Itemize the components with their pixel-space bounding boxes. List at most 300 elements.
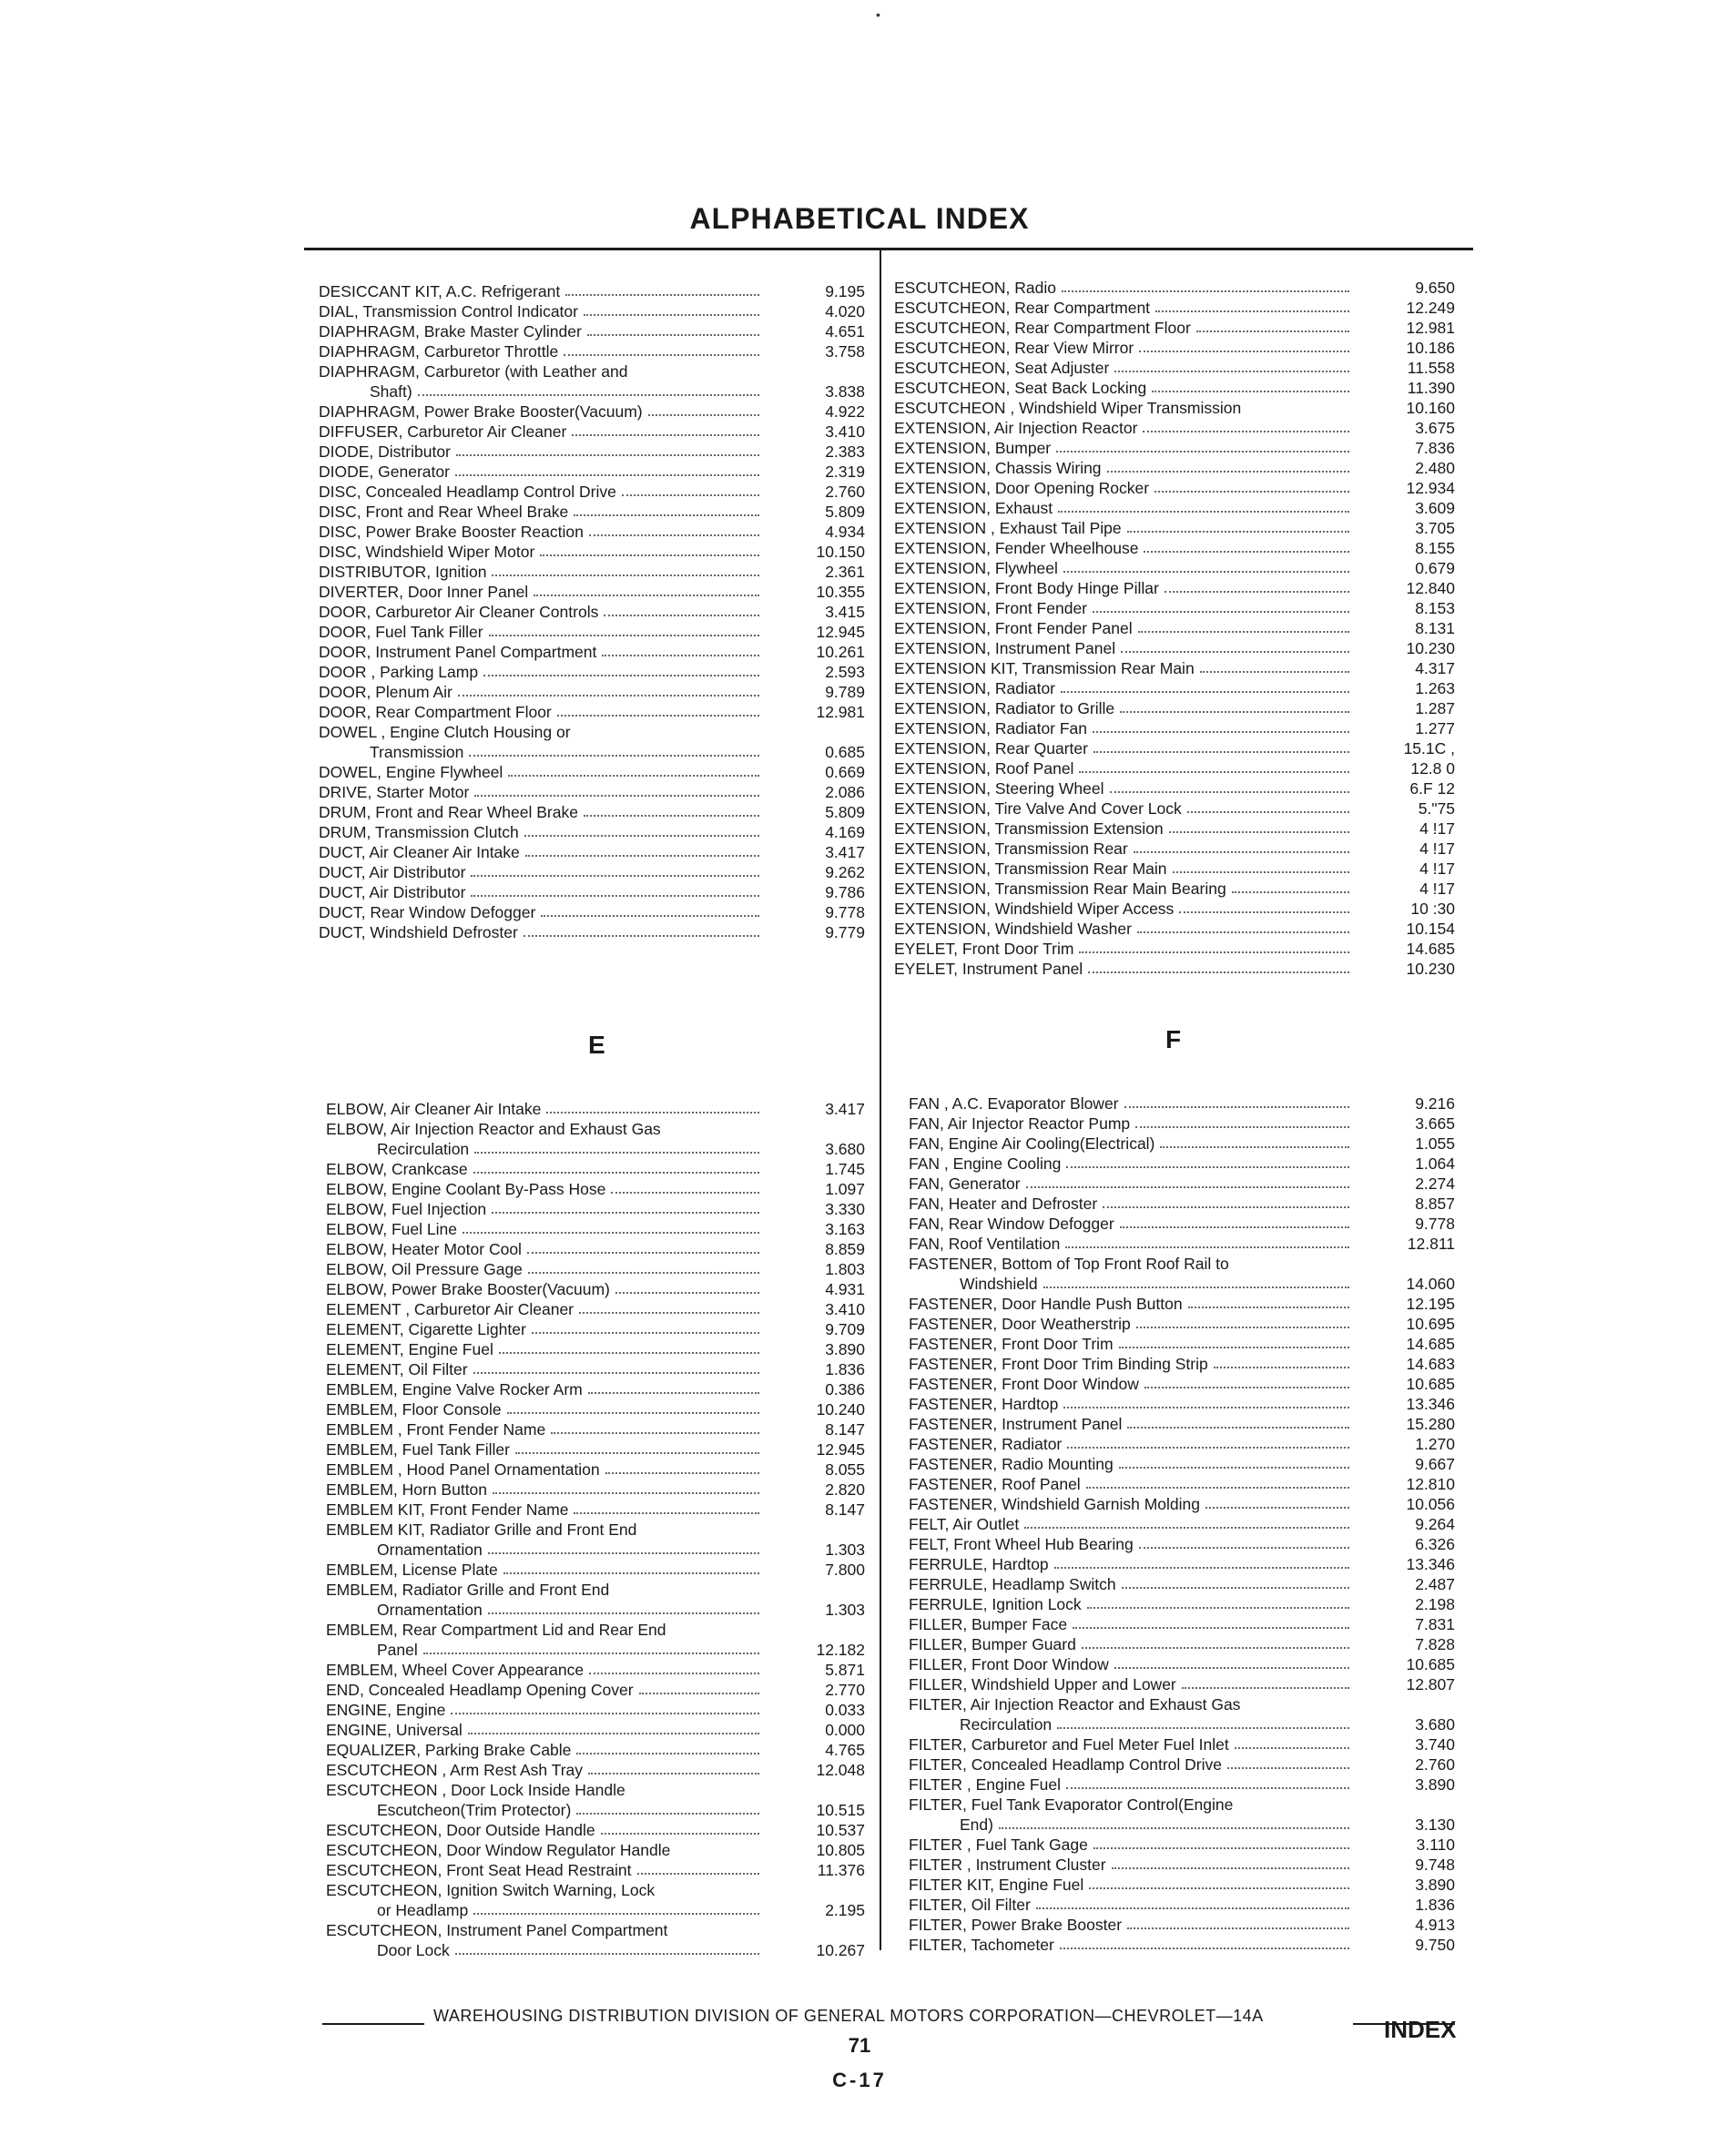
entry-part-name: EMBLEM, Engine Valve Rocker Arm: [326, 1380, 583, 1398]
entry-part-name: EMBLEM , Front Fender Name: [326, 1420, 546, 1439]
entry-part-name: Recirculation: [377, 1140, 470, 1158]
entry-page-value: 0.000: [825, 1721, 865, 1739]
entry-leader-dots: [1056, 451, 1349, 453]
index-entry: [894, 617, 1455, 637]
entry-page-value: 3.680: [1415, 1715, 1455, 1734]
entry-part-name: FILLER, Windshield Upper and Lower: [909, 1675, 1176, 1693]
entry-part-name: EMBLEM, Floor Console: [326, 1400, 502, 1419]
index-entry: [909, 1513, 1455, 1533]
entry-page-value: 12.8 0: [1410, 759, 1455, 778]
index-entry: [319, 561, 865, 581]
entry-part-name: DOOR, Fuel Tank Filler: [319, 623, 483, 641]
entry-part-name: EXTENSION, Door Opening Rocker: [894, 479, 1150, 497]
entry-leader-dots: [1026, 1186, 1349, 1188]
entry-part-name: or Headlamp: [377, 1901, 469, 1919]
entry-leader-dots: [1060, 1948, 1349, 1949]
entry-page-value: 3.110: [1416, 1836, 1455, 1854]
entry-part-name: DUCT, Air Distributor: [319, 863, 466, 881]
index-entry: [326, 1499, 865, 1519]
entry-leader-dots: [551, 1432, 759, 1434]
entry-part-name: ELEMENT, Cigarette Lighter: [326, 1320, 526, 1338]
entry-part-name: EMBLEM, Horn Button: [326, 1480, 488, 1499]
index-entry: [894, 517, 1455, 537]
column-divider: [880, 248, 881, 1950]
entry-leader-dots: [648, 414, 759, 416]
entry-part-name: DISC, Windshield Wiper Motor: [319, 543, 535, 561]
entry-page-value: 3.680: [825, 1140, 865, 1158]
entry-part-name: DIAPHRAGM, Carburetor (with Leather and: [319, 362, 628, 381]
index-entry: [319, 801, 865, 821]
entry-page-value: 4 !17: [1419, 819, 1455, 838]
entry-leader-dots: [1119, 1467, 1349, 1469]
entry-leader-dots: [1067, 1447, 1349, 1449]
entry-part-name: EXTENSION, Rear Quarter: [894, 739, 1088, 758]
entry-page-value: 10.685: [1406, 1375, 1455, 1393]
index-entry: [909, 1693, 1455, 1714]
index-entry: [326, 1098, 865, 1118]
entry-leader-dots: [1122, 1587, 1349, 1589]
entry-leader-dots: [1214, 1367, 1349, 1368]
index-entry: [894, 657, 1455, 677]
entry-page-value: 6.326: [1415, 1535, 1455, 1553]
index-entry: [326, 1398, 865, 1419]
entry-page-value: 1.055: [1415, 1134, 1455, 1153]
entry-page-value: 3.705: [1415, 519, 1455, 537]
entry-leader-dots: [1082, 1647, 1349, 1649]
entry-page-value: 3.675: [1415, 419, 1455, 437]
index-entry: [894, 497, 1455, 517]
index-entry: [909, 1353, 1455, 1373]
entry-page-value: 3.838: [825, 382, 865, 401]
entry-leader-dots: [576, 1753, 759, 1754]
entry-leader-dots: [1114, 371, 1349, 372]
entry-leader-dots: [1139, 1547, 1349, 1549]
entry-leader-dots: [534, 595, 759, 596]
index-entry: [319, 381, 865, 401]
entry-leader-dots: [584, 815, 759, 817]
entry-leader-dots: [557, 715, 759, 717]
entry-page-value: 3.417: [825, 1100, 865, 1118]
index-entry: [326, 1318, 865, 1338]
index-entry: [326, 1759, 865, 1779]
entry-leader-dots: [473, 1913, 759, 1915]
entry-part-name: DOOR, Plenum Air: [319, 683, 453, 701]
index-column-top-left: [319, 280, 865, 941]
entry-page-value: 7.800: [825, 1561, 865, 1579]
entry-part-name: FASTENER, Windshield Garnish Molding: [909, 1495, 1200, 1513]
entry-part-name: Transmission: [370, 743, 464, 761]
entry-page-value: 2.760: [1415, 1755, 1455, 1774]
entry-page-value: 0.669: [825, 763, 865, 781]
index-entry: [326, 1559, 865, 1579]
index-entry: [326, 1298, 865, 1318]
entry-page-value: 4.765: [825, 1741, 865, 1759]
index-entry: [326, 1118, 865, 1138]
entry-part-name: EXTENSION , Exhaust Tail Pipe: [894, 519, 1122, 537]
entry-leader-dots: [1114, 1667, 1349, 1669]
entry-part-name: ELBOW, Crankcase: [326, 1160, 468, 1178]
entry-leader-dots: [1119, 1347, 1349, 1348]
entry-part-name: ELBOW, Fuel Injection: [326, 1200, 487, 1218]
index-entry: [319, 781, 865, 801]
title-rule: [304, 248, 1473, 250]
entry-leader-dots: [1088, 971, 1349, 973]
entry-leader-dots: [532, 1332, 759, 1334]
entry-part-name: EXTENSION KIT, Transmission Rear Main: [894, 659, 1195, 677]
entry-leader-dots: [1144, 1387, 1349, 1388]
entry-leader-dots: [1182, 1687, 1349, 1689]
entry-page-value: 14.683: [1406, 1355, 1455, 1373]
index-entry: [326, 1639, 865, 1659]
entry-page-value: 2.195: [825, 1901, 865, 1919]
index-entry: [909, 1133, 1455, 1153]
entry-part-name: EMBLEM, License Plate: [326, 1561, 498, 1579]
entry-page-value: 4.931: [825, 1280, 865, 1298]
entry-leader-dots: [1093, 731, 1349, 733]
index-entry: [319, 861, 865, 881]
entry-page-value: 4 !17: [1419, 839, 1455, 858]
entry-part-name: End): [960, 1815, 993, 1834]
index-entry: [894, 898, 1455, 918]
entry-leader-dots: [489, 635, 759, 636]
entry-part-name: DRIVE, Starter Motor: [319, 783, 470, 801]
index-entry: [319, 481, 865, 501]
index-entry: [326, 1378, 865, 1398]
index-entry: [326, 1879, 865, 1899]
index-entry: [326, 1158, 865, 1178]
entry-page-value: 11.558: [1407, 359, 1455, 377]
page-code: C-17: [832, 2069, 887, 2091]
index-entry: [909, 1633, 1455, 1653]
index-entry: [894, 798, 1455, 818]
entry-leader-dots: [488, 1612, 759, 1614]
entry-part-name: EXTENSION, Transmission Extension: [894, 819, 1164, 838]
index-entry: [894, 277, 1455, 297]
entry-page-value: 14.685: [1406, 1335, 1455, 1353]
entry-page-value: 10.150: [816, 543, 865, 561]
index-entry: [894, 437, 1455, 457]
entry-page-value: 8.147: [825, 1420, 865, 1439]
index-entry: [894, 357, 1455, 377]
entry-page-value: 12.981: [816, 703, 865, 721]
index-entry: [319, 841, 865, 861]
entry-page-value: 3.330: [825, 1200, 865, 1218]
entry-page-value: 11.376: [817, 1861, 865, 1879]
entry-page-value: 3.758: [825, 342, 865, 361]
index-entry: [326, 1799, 865, 1819]
entry-page-value: 12.195: [1406, 1295, 1455, 1313]
entry-leader-dots: [1066, 1166, 1349, 1168]
entry-leader-dots: [473, 1372, 759, 1374]
entry-page-value: 10.160: [1406, 399, 1455, 417]
index-entry: [909, 1433, 1455, 1453]
index-entry: [909, 1653, 1455, 1673]
index-entry: [909, 1894, 1455, 1914]
entry-page-value: 1.303: [825, 1541, 865, 1559]
entry-leader-dots: [601, 1833, 759, 1835]
entry-page-value: 0.685: [825, 743, 865, 761]
index-entry: [909, 1173, 1455, 1193]
index-entry: [319, 461, 865, 481]
entry-part-name: DOWEL , Engine Clutch Housing or: [319, 723, 571, 741]
entry-part-name: FELT, Front Wheel Hub Bearing: [909, 1535, 1134, 1553]
entry-part-name: EXTENSION, Front Fender: [894, 599, 1088, 617]
index-entry: [894, 637, 1455, 657]
entry-part-name: ELBOW, Power Brake Booster(Vacuum): [326, 1280, 610, 1298]
index-entry: [909, 1093, 1455, 1113]
entry-page-value: 5.871: [825, 1661, 865, 1679]
entry-leader-dots: [1143, 431, 1349, 432]
index-entry: [326, 1619, 865, 1639]
index-entry: [326, 1819, 865, 1839]
entry-page-value: 9.216: [1415, 1094, 1455, 1113]
entry-part-name: FASTENER, Bottom of Top Front Roof Rail to: [909, 1255, 1229, 1273]
entry-part-name: EMBLEM, Fuel Tank Filler: [326, 1440, 510, 1459]
entry-part-name: EXTENSION, Transmission Rear Main Bearing: [894, 880, 1226, 898]
index-entry: [319, 280, 865, 300]
index-entry: [319, 761, 865, 781]
entry-page-value: 8.857: [1415, 1195, 1455, 1213]
entry-page-value: 5."75: [1418, 799, 1455, 818]
index-entry: [909, 1393, 1455, 1413]
index-entry: [894, 297, 1455, 317]
entry-page-value: 12.807: [1406, 1675, 1455, 1693]
entry-page-value: 2.319: [825, 463, 865, 481]
page-title: ALPHABETICAL INDEX: [689, 202, 1030, 235]
index-entry: [909, 1413, 1455, 1433]
entry-page-value: 3.130: [1415, 1815, 1455, 1834]
entry-page-value: 4 !17: [1419, 859, 1455, 878]
entry-part-name: ELEMENT, Engine Fuel: [326, 1340, 493, 1358]
entry-leader-dots: [468, 1733, 759, 1734]
entry-leader-dots: [1179, 911, 1349, 913]
entry-leader-dots: [1155, 310, 1349, 312]
entry-part-name: Ornamentation: [377, 1541, 483, 1559]
entry-page-value: 10.355: [816, 583, 865, 601]
entry-page-value: 2.760: [825, 483, 865, 501]
entry-page-value: 11.390: [1407, 379, 1455, 397]
index-entry: [909, 1453, 1455, 1473]
entry-leader-dots: [1160, 1146, 1349, 1148]
entry-page-value: 1.803: [825, 1260, 865, 1278]
entry-leader-dots: [423, 1653, 759, 1654]
index-entry: [319, 821, 865, 841]
entry-page-value: 9.786: [825, 883, 865, 901]
entry-part-name: DOOR , Parking Lamp: [319, 663, 479, 681]
entry-part-name: ELBOW, Oil Pressure Gage: [326, 1260, 523, 1278]
entry-part-name: DIAPHRAGM, Power Brake Booster(Vacuum): [319, 402, 643, 421]
index-entry: [894, 878, 1455, 898]
index-entry: [909, 1253, 1455, 1273]
entry-part-name: FILLER, Bumper Guard: [909, 1635, 1076, 1653]
index-entry: [909, 1774, 1455, 1794]
entry-page-value: 4.020: [825, 302, 865, 320]
entry-part-name: END, Concealed Headlamp Opening Cover: [326, 1681, 634, 1699]
entry-part-name: ESCUTCHEON , Arm Rest Ash Tray: [326, 1761, 583, 1779]
entry-page-value: 8.859: [825, 1240, 865, 1258]
entry-part-name: EXTENSION, Bumper: [894, 439, 1052, 457]
entry-page-value: 7.836: [1415, 439, 1455, 457]
entry-page-value: 15.280: [1406, 1415, 1455, 1433]
entry-leader-dots: [1121, 651, 1349, 653]
entry-leader-dots: [1110, 791, 1350, 793]
entry-part-name: ESCUTCHEON, Rear Compartment: [894, 299, 1151, 317]
entry-page-value: 10.695: [1406, 1315, 1455, 1333]
entry-part-name: EXTENSION, Radiator Fan: [894, 719, 1088, 737]
entry-part-name: ESCUTCHEON , Windshield Wiper Transmission: [894, 399, 1242, 417]
index-entry: [894, 717, 1455, 737]
entry-page-value: 10 :30: [1410, 900, 1455, 918]
entry-part-name: ESCUTCHEON, Door Outside Handle: [326, 1821, 595, 1839]
entry-leader-dots: [572, 434, 759, 436]
index-entry: [326, 1358, 865, 1378]
entry-part-name: EMBLEM KIT, Radiator Grille and Front End: [326, 1520, 637, 1539]
entry-page-value: 7.828: [1415, 1635, 1455, 1653]
entry-page-value: 1.836: [1415, 1896, 1455, 1914]
index-entry: [319, 421, 865, 441]
entry-part-name: FERRULE, Hardtop: [909, 1555, 1049, 1573]
entry-leader-dots: [576, 1813, 759, 1815]
entry-part-name: EMBLEM KIT, Front Fender Name: [326, 1500, 569, 1519]
entry-page-value: 2.487: [1415, 1575, 1455, 1593]
entry-part-name: DUCT, Rear Window Defogger: [319, 903, 536, 921]
entry-part-name: DISC, Concealed Headlamp Control Drive: [319, 483, 616, 501]
index-entry: [909, 1553, 1455, 1573]
index-entry: [894, 557, 1455, 577]
entry-part-name: FILTER, Concealed Headlamp Control Drive: [909, 1755, 1222, 1774]
index-entry: [894, 577, 1455, 597]
entry-leader-dots: [1062, 290, 1349, 292]
entry-page-value: 8.153: [1415, 599, 1455, 617]
index-entry: [326, 1599, 865, 1619]
entry-part-name: EMBLEM, Radiator Grille and Front End: [326, 1581, 610, 1599]
index-entry: [326, 1859, 865, 1879]
entry-page-value: 3.740: [1415, 1735, 1455, 1754]
entry-leader-dots: [1232, 891, 1349, 893]
index-entry: [326, 1198, 865, 1218]
entry-part-name: DIAPHRAGM, Brake Master Cylinder: [319, 322, 582, 341]
entry-page-value: 2.770: [825, 1681, 865, 1699]
entry-part-name: FASTENER, Instrument Panel: [909, 1415, 1123, 1433]
entry-leader-dots: [1093, 611, 1349, 613]
index-entry: [894, 317, 1455, 337]
index-entry: [909, 1854, 1455, 1874]
entry-page-value: 12.182: [816, 1641, 865, 1659]
entry-part-name: Panel: [377, 1641, 418, 1659]
entry-part-name: ESCUTCHEON , Door Lock Inside Handle: [326, 1781, 626, 1799]
entry-page-value: 2.383: [825, 442, 865, 461]
entry-page-value: 9.650: [1415, 279, 1455, 297]
entry-leader-dots: [574, 1512, 759, 1514]
entry-part-name: DOOR, Carburetor Air Cleaner Controls: [319, 603, 599, 621]
entry-page-value: 12.945: [816, 1440, 865, 1459]
entry-part-name: ELBOW, Air Injection Reactor and Exhaust Gas: [326, 1120, 661, 1138]
index-entry: [894, 457, 1455, 477]
index-entry: [894, 918, 1455, 938]
entry-part-name: FASTENER, Front Door Trim Binding Strip: [909, 1355, 1208, 1373]
entry-leader-dots: [1200, 671, 1349, 673]
index-entry: [319, 601, 865, 621]
entry-page-value: 1.277: [1415, 719, 1455, 737]
entry-leader-dots: [1079, 771, 1349, 773]
entry-part-name: FAN , Engine Cooling: [909, 1154, 1062, 1173]
entry-part-name: FILTER , Fuel Tank Gage: [909, 1836, 1088, 1854]
entry-page-value: 12.840: [1406, 579, 1455, 597]
index-entry: [909, 1874, 1455, 1894]
entry-part-name: FASTENER, Door Weatherstrip: [909, 1315, 1131, 1333]
entry-page-value: 1.263: [1415, 679, 1455, 697]
entry-part-name: DISC, Front and Rear Wheel Brake: [319, 503, 569, 521]
index-entry: [909, 1914, 1455, 1934]
index-entry: [326, 1258, 865, 1278]
entry-page-value: 1.287: [1415, 699, 1455, 717]
entry-leader-dots: [622, 494, 759, 496]
entry-page-value: 9.709: [825, 1320, 865, 1338]
entry-leader-dots: [463, 1232, 759, 1234]
entry-page-value: 3.415: [825, 603, 865, 621]
entry-leader-dots: [1036, 1907, 1349, 1909]
entry-part-name: FERRULE, Headlamp Switch: [909, 1575, 1116, 1593]
index-entry: [326, 1579, 865, 1599]
entry-part-name: Ornamentation: [377, 1601, 483, 1619]
index-column-bottom-right: [909, 1093, 1455, 1954]
entry-page-value: 3.665: [1415, 1114, 1455, 1133]
footer-index-label: INDEX: [1384, 2016, 1457, 2043]
entry-part-name: ELBOW, Heater Motor Cool: [326, 1240, 522, 1258]
index-entry: [326, 1839, 865, 1859]
entry-leader-dots: [1054, 1567, 1349, 1569]
entry-part-name: EXTENSION, Air Injection Reactor: [894, 419, 1138, 437]
entry-leader-dots: [1235, 1747, 1349, 1749]
entry-part-name: EMBLEM, Wheel Cover Appearance: [326, 1661, 585, 1679]
page-number: 71: [848, 2034, 871, 2057]
index-entry: [326, 1539, 865, 1559]
entry-page-value: 3.890: [825, 1340, 865, 1358]
entry-part-name: EYELET, Instrument Panel: [894, 960, 1083, 978]
entry-leader-dots: [1124, 1106, 1349, 1108]
entry-part-name: EXTENSION, Flywheel: [894, 559, 1058, 577]
entry-part-name: FILTER, Air Injection Reactor and Exhaust Gas: [909, 1695, 1241, 1714]
entry-leader-dots: [456, 454, 759, 456]
section-letter-e: E: [588, 1031, 605, 1059]
entry-leader-dots: [579, 1312, 759, 1314]
index-entry: [894, 377, 1455, 397]
entry-part-name: EXTENSION, Tire Valve And Cover Lock: [894, 799, 1182, 818]
index-entry: [909, 1814, 1455, 1834]
entry-part-name: DIVERTER, Door Inner Panel: [319, 583, 529, 601]
entry-page-value: 4.317: [1415, 659, 1455, 677]
entry-part-name: Escutcheon(Trim Protector): [377, 1801, 572, 1819]
entry-part-name: FAN, Roof Ventilation: [909, 1235, 1061, 1253]
entry-page-value: 3.609: [1415, 499, 1455, 517]
entry-part-name: ELEMENT , Carburetor Air Cleaner: [326, 1300, 575, 1318]
entry-page-value: 0.679: [1415, 559, 1455, 577]
entry-leader-dots: [602, 655, 759, 656]
entry-part-name: DRUM, Transmission Clutch: [319, 823, 519, 841]
index-entry: [894, 958, 1455, 978]
entry-part-name: ELBOW, Engine Coolant By-Pass Hose: [326, 1180, 606, 1198]
footer-rule-left: [322, 2023, 424, 2025]
entry-part-name: FILLER, Front Door Window: [909, 1655, 1109, 1673]
entry-leader-dots: [588, 1392, 759, 1394]
index-entry: [319, 521, 865, 541]
entry-leader-dots: [999, 1827, 1349, 1829]
entry-page-value: 8.155: [1415, 539, 1455, 557]
entry-page-value: 10.261: [816, 643, 865, 661]
index-entry: [319, 621, 865, 641]
index-entry: [319, 921, 865, 941]
entry-page-value: 10.230: [1406, 960, 1455, 978]
